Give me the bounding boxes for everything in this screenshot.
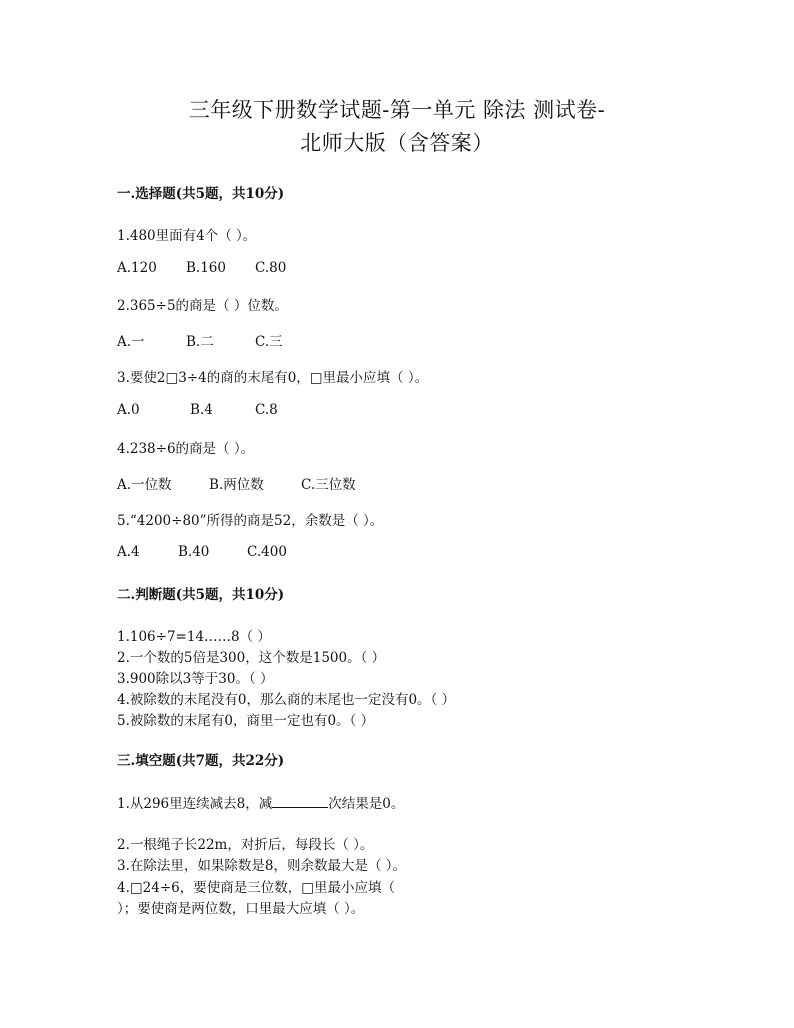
choice-question-1: 1.480里面有4个（ ）。: [117, 228, 257, 244]
judgment-item-4: 4.被除数的末尾没有0，那么商的末尾也一定没有0。（ ）: [117, 692, 456, 708]
choice-q4-option-b: B.两位数: [209, 477, 264, 493]
fill-question-1: [117, 792, 404, 812]
choice-q1-option-b: B.160: [186, 260, 226, 276]
choice-question-4: 4.238÷6的商是（ ）。: [117, 441, 255, 457]
fill-question-4-line-1: 4.□24÷6，要使商是三位数，□里最小应填（: [117, 880, 395, 896]
judgment-item-1: 1.106÷7=14……8（ ）: [117, 629, 271, 645]
answer-blank[interactable]: [272, 795, 328, 808]
choice-q1-option-c: C.80: [255, 260, 287, 276]
choice-q2-option-c: C.三: [255, 334, 283, 350]
choice-question-3: 3.要使2□3÷4的商的末尾有0，□里最小应填（ ）。: [117, 370, 429, 386]
section-heading-fill-in: 三.填空题(共7题，共22分): [117, 753, 285, 769]
choice-q5-option-a: A.4: [117, 544, 140, 560]
choice-q4-option-c: C.三位数: [301, 477, 356, 493]
judgment-item-5: 5.被除数的末尾有0，商里一定也有0。（ ）: [117, 713, 375, 729]
choice-q3-option-a: A.0: [117, 402, 140, 418]
choice-q5-option-b: B.40: [178, 544, 210, 560]
choice-q3-option-c: C.8: [255, 402, 278, 418]
choice-q1-option-a: A.120: [117, 260, 157, 276]
choice-question-5: 5.“4200÷80”所得的商是52，余数是（ ）。: [117, 513, 384, 529]
fill-q1-text-after: 次结果是0。: [328, 796, 405, 812]
choice-q2-option-b: B.二: [186, 334, 214, 350]
choice-q2-option-a: A.一: [117, 334, 145, 350]
judgment-item-2: 2.一个数的5倍是300，这个数是1500。（ ）: [117, 650, 386, 666]
fill-q1-text-before: 1.从296里连续减去8，减: [117, 796, 273, 812]
choice-question-2: 2.365÷5的商是（ ）位数。: [117, 298, 288, 314]
page-title-line-2: 北师大版（含答案）: [300, 131, 494, 155]
fill-question-3: 3.在除法里，如果除数是8，则余数最大是（ ）。: [117, 858, 407, 874]
fill-question-4-line-2: ）；要使商是两位数，口里最大应填（ ）。: [117, 901, 365, 917]
section-heading-choice: 一.选择题(共5题，共10分): [117, 186, 285, 202]
choice-q5-option-c: C.400: [247, 544, 287, 560]
choice-q3-option-b: B.4: [190, 402, 213, 418]
judgment-item-3: 3.900除以3等于30。（ ）: [117, 671, 274, 687]
section-heading-judgment: 二.判断题(共5题，共10分): [117, 587, 285, 603]
choice-q4-option-a: A.一位数: [117, 477, 172, 493]
fill-question-2: 2.一根绳子长22m，对折后，每段长（ ）。: [117, 837, 374, 853]
page-title-line-1: 三年级下册数学试题-第一单元 除法 测试卷-: [188, 98, 606, 122]
